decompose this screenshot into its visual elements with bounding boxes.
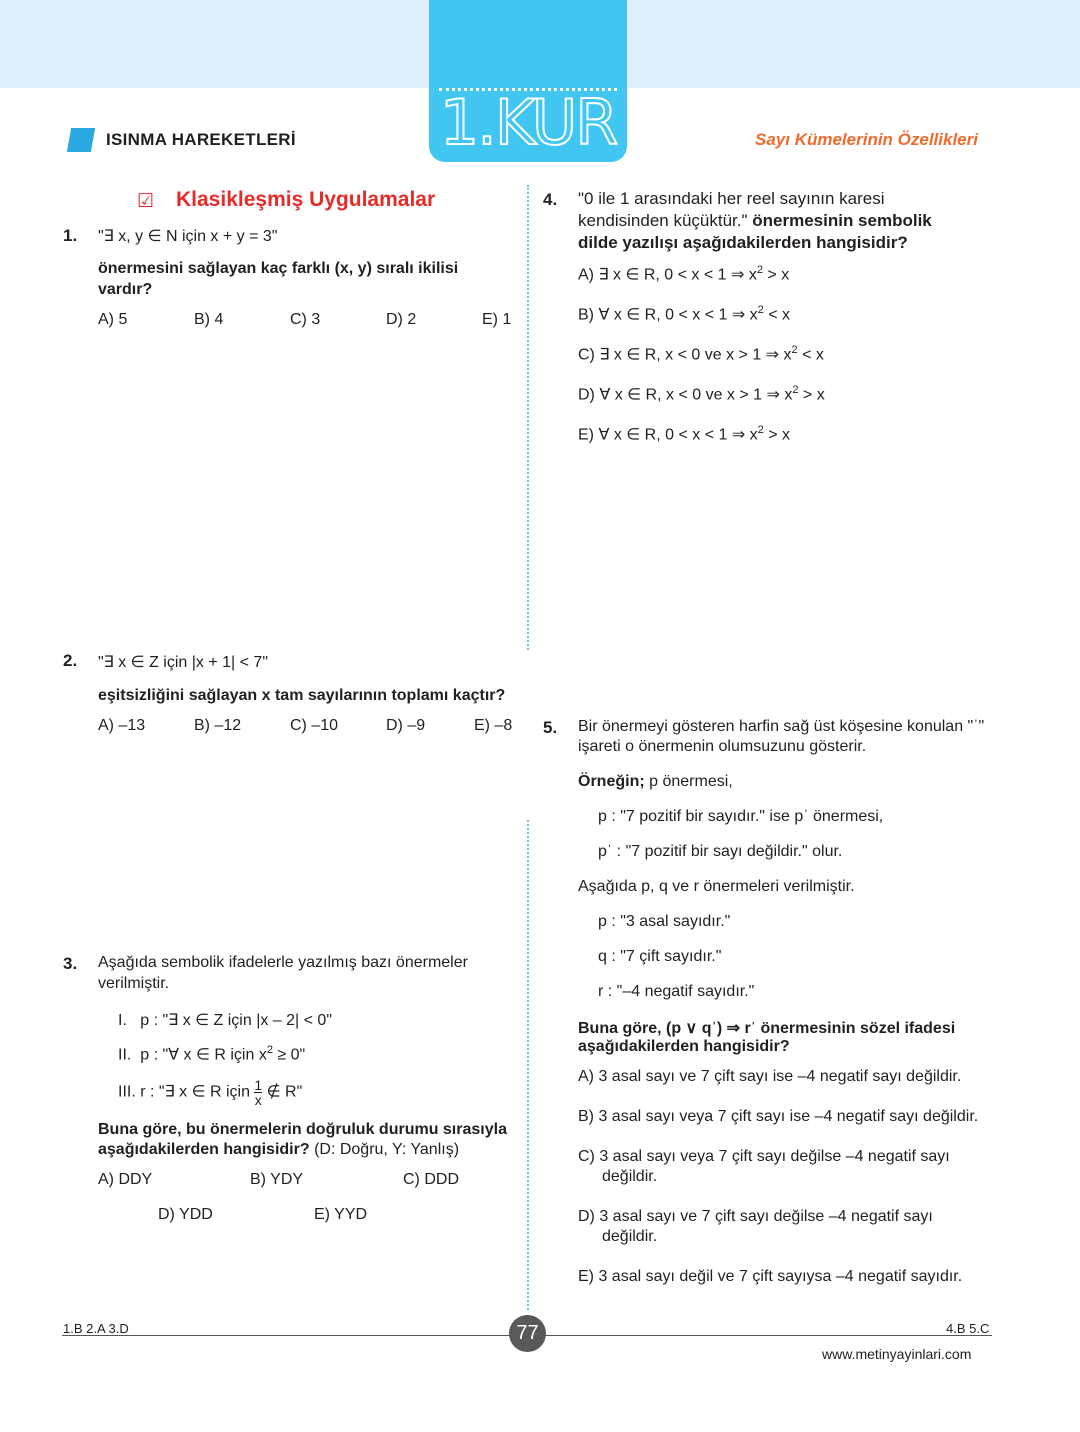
publisher-url[interactable]: www.metinyayinlari.com [822,1346,972,1362]
question-text: Bir önermeyi gösteren harfin sağ üst köşesine konulan "ˈ" [578,718,985,735]
option[interactable]: B) ∀ x ∈ R, 0 < x < 1 ⇒ $x^2 < x$ [578,304,791,324]
option[interactable]: B) 4 [194,311,224,328]
question-text: kendisinden küçüktür." önermesinin sembolik [578,211,932,230]
option[interactable]: D) YDD [158,1206,213,1223]
option[interactable]: D) –9 [386,717,426,734]
question-text: vardır? [98,281,153,298]
question-text: "∃ x, y ∈ N için x + y = 3" [98,228,278,245]
question-text: dilde yazılışı aşağıdakilerden hangisidir? [578,233,908,252]
question-number: 1. [63,226,78,245]
option[interactable]: A) 5 [98,311,128,328]
option[interactable]: E) 3 asal sayı değil ve 7 çift sayıysa –4 negatif sayıdır. [578,1268,963,1285]
statement-i: I. p : "∃ x ∈ Z için |x – 2| < 0" [118,1012,333,1029]
option[interactable]: C) ∃ x ∈ R, x < 0 ve x > 1 ⇒ $x^2 < x$ [578,344,824,364]
proposition-p: p : "3 asal sayıdır." [598,913,731,930]
option[interactable]: A) ∃ x ∈ R, 0 < x < 1 ⇒ $x^2 > x$ [578,264,790,284]
option[interactable]: A) –13 [98,717,146,734]
option[interactable]: C) 3 asal sayı veya 7 çift sayı değilse –4 negatif sayı [578,1148,950,1165]
question-text: aşağıdakilerden hangisidir? (D: Doğru, Y: Yanlış) [98,1141,460,1158]
option[interactable]: E) YYD [314,1206,368,1223]
option[interactable]: A) DDY [98,1171,153,1188]
proposition-q: q : "7 çift sayıdır." [598,948,722,965]
question-text: Buna göre, (p ∨ qˈ) ⇒ rˈ önermesinin sözel ifadesi [578,1020,956,1037]
option[interactable]: C) 3 [290,311,321,328]
statement-ii: II. p : "∀ x ∈ R için $x^2 \ge 0$" [118,1044,306,1064]
option[interactable]: D) 2 [386,311,417,328]
question-text: aşağıdakilerden hangisidir? [578,1038,790,1055]
question-number: 3. [63,954,78,973]
question-text: "0 ile 1 arasındaki her reel sayının karesi [578,189,885,208]
option[interactable]: A) 3 asal sayı ve 7 çift sayı ise –4 negatif sayı değildir. [578,1068,962,1085]
question-text: Aşağıda p, q ve r önermeleri verilmiştir. [578,878,855,895]
checkbox-icon: ☑ [137,191,155,212]
statement-iii: III. r : "∃ x ∈ R için $\frac{1}{x}$ ∉ R" [118,1077,303,1108]
question-text: verilmiştir. [98,975,170,992]
option-continuation: değildir. [602,1168,658,1185]
proposition-r: r : "–4 negatif sayıdır." [598,983,755,1000]
answer-key-left: 1.B 2.A 3.D [63,1321,129,1336]
kur-badge: 1.KUR [429,0,627,162]
publisher-logo-icon [67,128,95,152]
header-left-title: ISINMA HAREKETLERİ [106,130,296,149]
question-number: 5. [543,718,558,737]
question-text: Buna göre, bu önermelerin doğruluk durumu sırasıyla [98,1121,507,1138]
question-number: 4. [543,190,558,209]
option[interactable]: B) YDY [250,1171,304,1188]
option[interactable]: C) –10 [290,717,339,734]
column-divider [527,820,529,1310]
option[interactable]: E) ∀ x ∈ R, 0 < x < 1 ⇒ $x^2 > x$ [578,424,791,444]
option[interactable]: D) 3 asal sayı ve 7 çift sayı değilse –4 negatif sayı [578,1208,933,1225]
option[interactable]: D) ∀ x ∈ R, x < 0 ve x > 1 ⇒ $x^2 > x$ [578,384,825,404]
question-text: p : "7 pozitif bir sayıdır." ise pˈ önermesi, [598,808,884,825]
question-text: pˈ : "7 pozitif bir sayı değildir." olur. [598,843,843,860]
option-continuation: değildir. [602,1228,658,1245]
question-text: eşitsizliğini sağlayan x tam sayılarının toplamı kaçtır? [98,687,506,704]
option[interactable]: E) –8 [474,717,513,734]
question-text: "∃ x ∈ Z için |x + 1| < 7" [98,654,268,671]
option[interactable]: E) 1 [482,311,512,328]
option[interactable]: B) 3 asal sayı veya 7 çift sayı ise –4 negatif sayı değildir. [578,1108,979,1125]
question-text: Aşağıda sembolik ifadelerle yazılmış bazı önermeler [98,954,468,971]
header-right-title: Sayı Kümelerinin Özellikleri [755,130,978,149]
question-text: önermesini sağlayan kaç farklı (x, y) sıralı ikilisi [98,260,459,277]
page-number: 77 [509,1315,546,1352]
section-title: Klasikleşmiş Uygulamalar [176,188,436,211]
question-text: işareti o önermenin olumsuzunu gösterir. [578,738,867,755]
column-divider [527,185,529,650]
option[interactable]: C) DDD [403,1171,459,1188]
answer-key-right: 4.B 5.C [946,1321,990,1336]
option[interactable]: B) –12 [194,717,242,734]
question-text: Örneğin; p önermesi, [578,773,733,790]
question-number: 2. [63,651,78,670]
